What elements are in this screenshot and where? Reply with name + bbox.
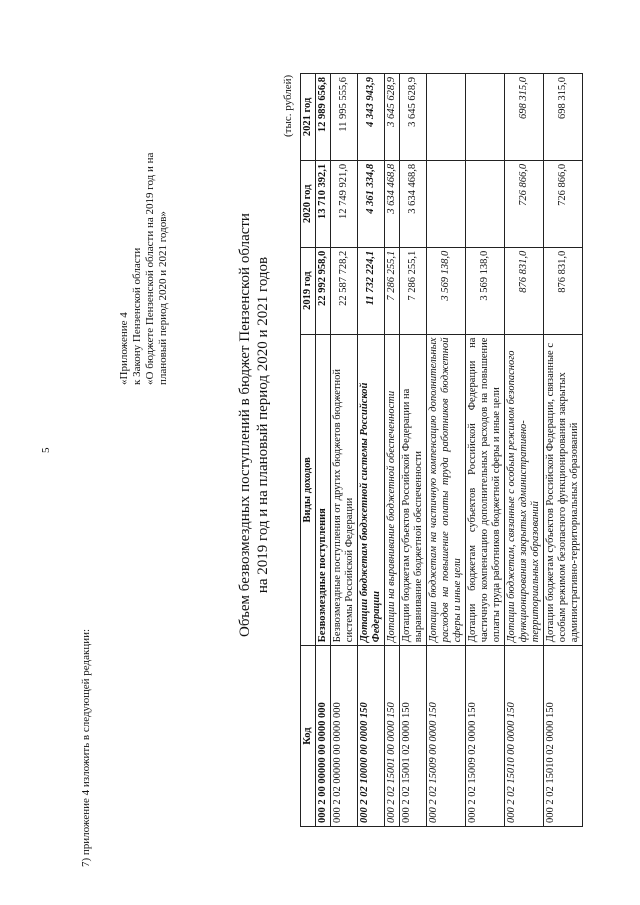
row-2019: 22 587 728,2 (331, 247, 358, 334)
row-2019: 11 732 224,1 (358, 247, 385, 334)
appendix-line-1: «Приложение 4 (118, 312, 130, 385)
row-name: Дотации бюджетам, связанные с особым режимом безопасного функционирования закрытых административно-территориальных образований (505, 334, 544, 646)
row-2020: 726 866,0 (505, 160, 544, 247)
row-2020 (427, 160, 466, 247)
row-name: Дотации бюджетам субъектов Российской Федерации, связанные с особым режимом безопасного функционирования закрытых административно-территориальных образований (544, 334, 583, 646)
title-line-2: на 2019 год и на плановый период 2020 и 2021 годов (255, 256, 271, 594)
row-code: 000 2 02 15009 00 0000 150 (427, 646, 466, 827)
row-2019: 7 286 255,1 (400, 247, 427, 334)
document-title (236, 145, 272, 705)
table-row (316, 74, 331, 827)
table-row (400, 74, 427, 827)
appendix-line-3: «О бюджете Пензенской области на 2019 год и на (144, 152, 156, 385)
row-name: Безвозмездные поступления от других бюджетов бюджетной системы Российской Федерации (331, 334, 358, 646)
row-2019: 3 569 138,0 (427, 247, 466, 334)
row-name: Дотации на выравнивание бюджетной обеспеченности (385, 334, 400, 646)
header-2020: 2020 год (301, 160, 316, 247)
row-code: 000 2 02 15001 02 0000 150 (400, 646, 427, 827)
row-code: 000 2 02 15001 00 0000 150 (385, 646, 400, 827)
page-number: 5 (40, 447, 52, 453)
row-name: Дотации бюджетам на частичную компенсацию дополнительных расходов на повышение оплаты труда работников бюджетной сферы и иные цели (427, 334, 466, 646)
revenue-table (300, 73, 583, 827)
header-name: Виды доходов (301, 334, 316, 646)
row-code: 000 2 00 00000 00 0000 000 (316, 646, 331, 827)
title-line-1: Объем безвозмездных поступлений в бюджет Пензенской области (237, 213, 253, 637)
row-2020: 4 361 334,8 (358, 160, 385, 247)
table-row (427, 74, 466, 827)
table-row (358, 74, 385, 827)
row-2021: 3 645 628,9 (400, 74, 427, 161)
table-row (331, 74, 358, 827)
row-code: 000 2 02 15010 00 0000 150 (505, 646, 544, 827)
table-row (505, 74, 544, 827)
row-2019: 3 569 138,0 (466, 247, 505, 334)
header-code: Код (301, 646, 316, 827)
row-2019: 7 286 255,1 (385, 247, 400, 334)
header-2021: 2021 год (301, 74, 316, 161)
row-code: 000 2 02 15010 02 0000 150 (544, 646, 583, 827)
row-name: Безвозмездные поступления (316, 334, 331, 646)
units-label: (тыс. рублей) (282, 74, 294, 137)
appendix-line-4: плановый период 2020 и 2021 годов» (157, 211, 169, 385)
table-row (544, 74, 583, 827)
row-2021: 12 989 656,8 (316, 74, 331, 161)
row-2020: 3 634 468,8 (400, 160, 427, 247)
row-2021: 3 645 628,9 (385, 74, 400, 161)
row-2020 (466, 160, 505, 247)
row-code: 000 2 02 10000 00 0000 150 (358, 646, 385, 827)
row-2020: 13 710 392,1 (316, 160, 331, 247)
row-name: Дотации бюджетам бюджетной системы Российской Федерации (358, 334, 385, 646)
row-code: 000 2 02 15009 02 0000 150 (466, 646, 505, 827)
appendix-header (118, 65, 170, 385)
table-row (466, 74, 505, 827)
row-2021 (466, 74, 505, 161)
row-2019: 876 831,0 (505, 247, 544, 334)
row-2021: 4 343 943,9 (358, 74, 385, 161)
row-2019: 22 992 958,0 (316, 247, 331, 334)
row-2020: 726 866,0 (544, 160, 583, 247)
row-code: 000 2 02 00000 00 0000 000 (331, 646, 358, 827)
row-2020: 3 634 468,8 (385, 160, 400, 247)
row-2019: 876 831,0 (544, 247, 583, 334)
row-2020: 12 749 921,0 (331, 160, 358, 247)
row-2021: 698 315,0 (544, 74, 583, 161)
row-name: Дотации бюджетам субъектов Российской Федерации на частичную компенсацию дополнительных расходов на повышение оплаты труда работников бюджетной сферы и иные цели (466, 334, 505, 646)
row-2021: 11 995 555,6 (331, 74, 358, 161)
row-2021: 698 315,0 (505, 74, 544, 161)
row-2021 (427, 74, 466, 161)
table-header-row (301, 74, 316, 827)
appendix-line-2: к Закону Пензенской области (131, 247, 143, 385)
table-row (385, 74, 400, 827)
header-2019: 2019 год (301, 247, 316, 334)
intro-text: 7) приложение 4 изложить в следующей редакции: (80, 628, 92, 867)
row-name: Дотации бюджетам субъектов Российской Федерации на выравнивание бюджетной обеспеченности (400, 334, 427, 646)
